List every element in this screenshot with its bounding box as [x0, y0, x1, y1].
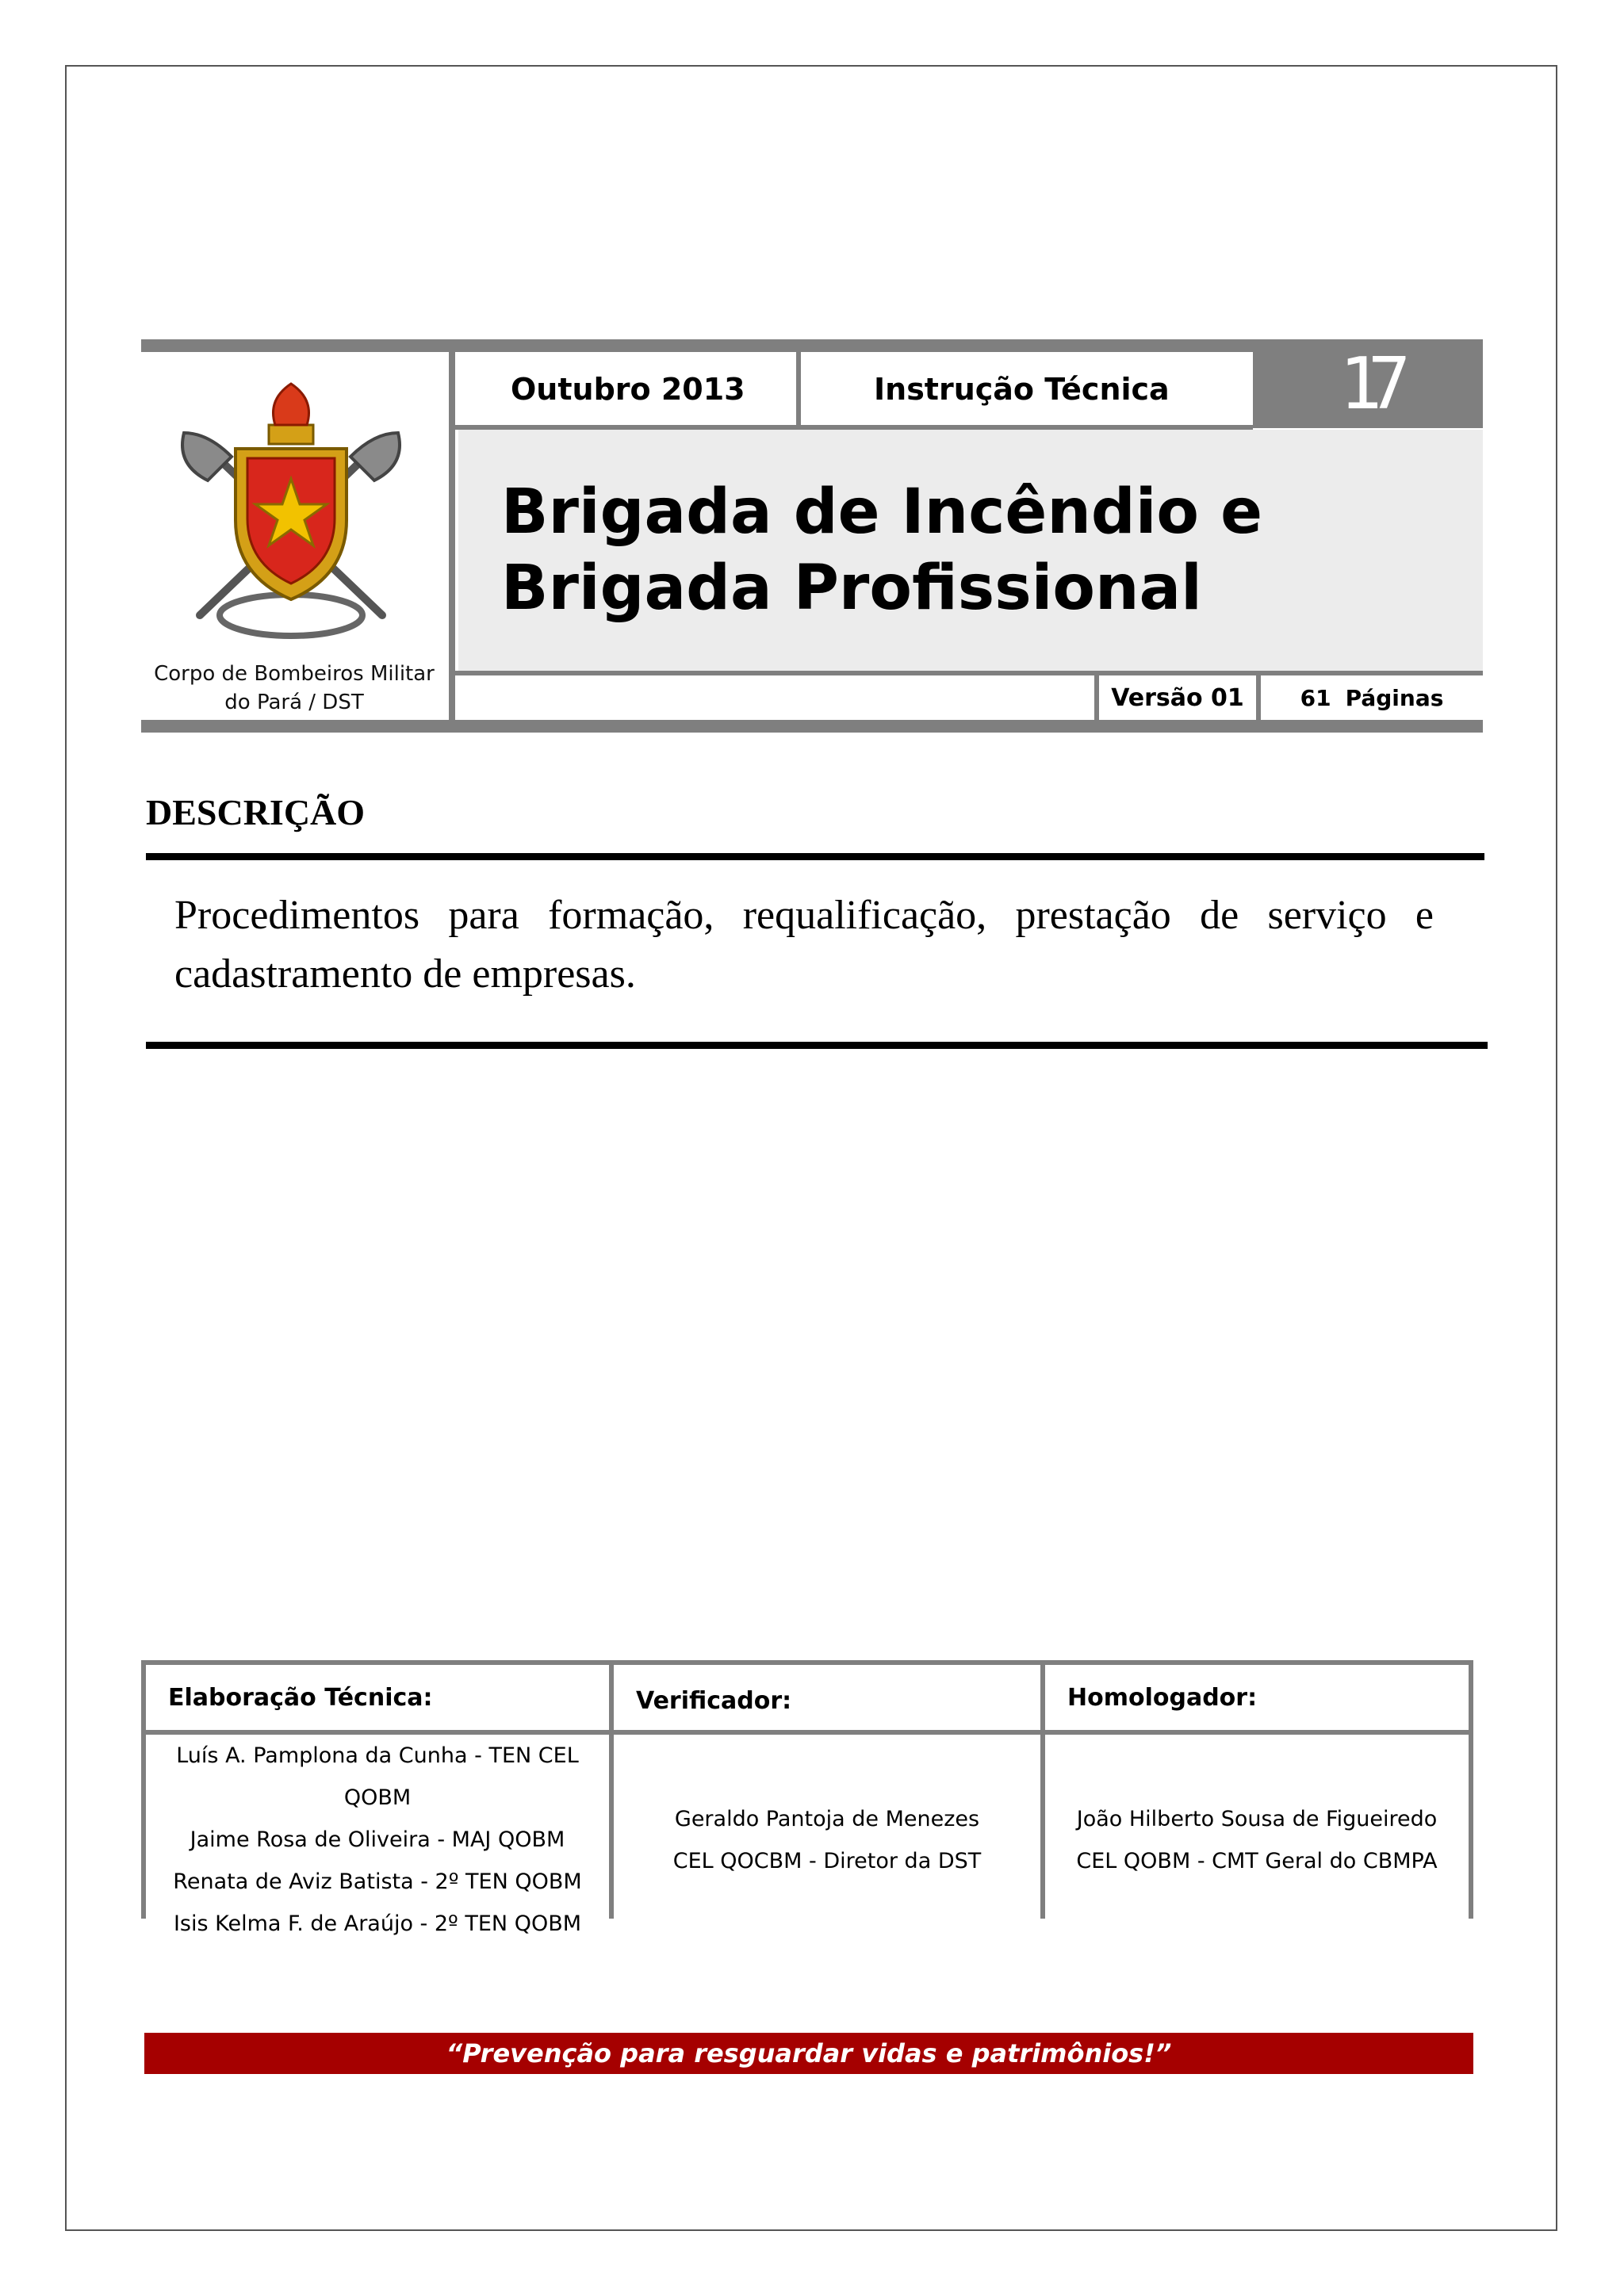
header-divider-vertical: [449, 339, 455, 720]
description-rule-top: [146, 853, 1484, 860]
verifier-label: Verificador:: [614, 1665, 1040, 1730]
page-count-label: Páginas: [1345, 684, 1444, 711]
header-bottom-bar: [141, 720, 1483, 733]
verifier-names: [614, 1735, 1040, 1945]
description-heading: DESCRIÇÃO: [146, 792, 366, 832]
document-version: Versão 01: [1111, 683, 1244, 712]
signatures-table: [141, 1660, 1473, 1936]
approver-name: João Hilberto Sousa de Figueiredo: [1076, 1806, 1438, 1831]
page-count: [1261, 675, 1483, 720]
coat-of-arms-logo-icon: [168, 377, 414, 647]
document-date: Outubro 2013: [511, 372, 745, 407]
technical-label: Elaboração Técnica:: [146, 1665, 609, 1730]
approver-names: [1045, 1735, 1469, 1945]
verifier-name: Geraldo Pantoja de Menezes: [674, 1806, 980, 1831]
approver-role: CEL QOBM - CMT Geral do CBMPA: [1076, 1848, 1438, 1873]
organization-line-1: Corpo de Bombeiros Militar: [154, 662, 435, 686]
technical-author-1: Luís A. Pamplona da Cunha - TEN CEL QOBM: [176, 1743, 579, 1810]
description-rule-bottom: [146, 1042, 1488, 1049]
approver-label: Homologador:: [1045, 1665, 1469, 1730]
organization-caption: [141, 660, 447, 717]
organization-line-2: do Pará / DST: [224, 691, 364, 714]
document-title: Brigada de Incêndio e Brigada Profissional: [501, 476, 1263, 624]
verifier-role: CEL QOCBM - Diretor da DST: [672, 1848, 982, 1873]
document-type: Instrução Técnica: [874, 372, 1170, 407]
page-count-number: 61: [1300, 684, 1331, 711]
technical-author-3: Renata de Aviz Batista - 2º TEN QOBM: [173, 1869, 582, 1894]
document-number: 17: [1253, 339, 1483, 428]
description-text: Procedimentos para formação, requalificação, prestação de serviço e cadastramento de empresas.: [174, 893, 1434, 997]
technical-author-2: Jaime Rosa de Oliveira - MAJ QOBM: [190, 1827, 565, 1852]
technical-authors: [146, 1735, 609, 1945]
footer-motto: “Prevenção para resguardar vidas e patrimônios!”: [144, 2033, 1473, 2074]
technical-author-4: Isis Kelma F. de Araújo - 2º TEN QOBM: [173, 1911, 582, 1936]
